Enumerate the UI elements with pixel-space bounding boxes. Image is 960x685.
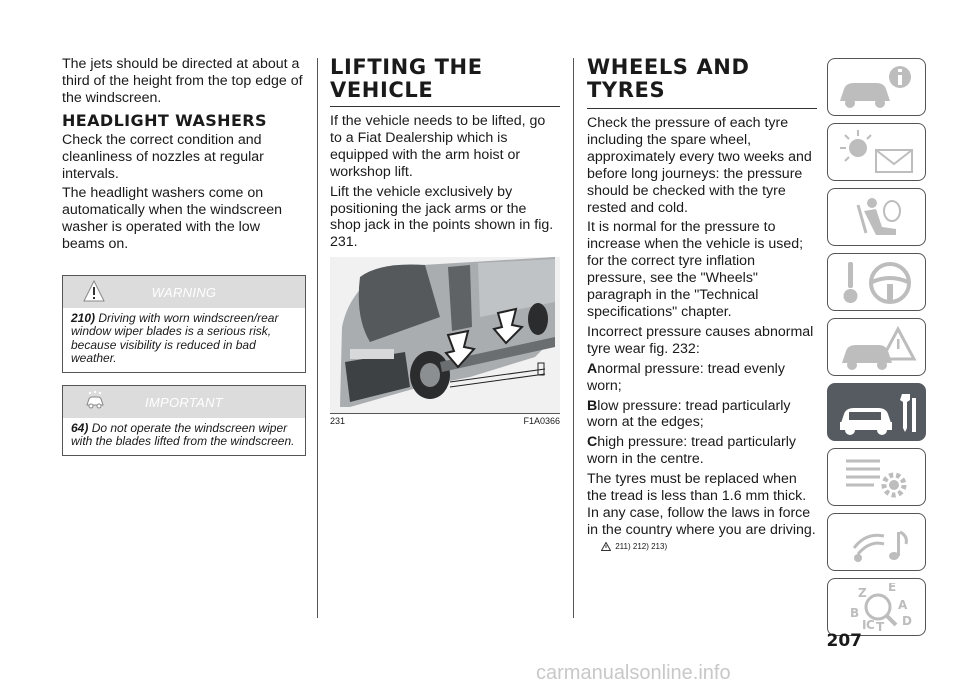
index-letter: I bbox=[862, 618, 867, 632]
nav-multimedia[interactable] bbox=[827, 513, 926, 571]
index-letter: D bbox=[902, 614, 912, 628]
headlight-p1: Check the correct condition and cleanliness of nozzles at regular intervals. bbox=[62, 131, 264, 182]
index-letter: A bbox=[898, 598, 908, 612]
lifting-p1: If the vehicle needs to be lifted, go to a Fiat Dealership which is equipped with the arm hoist or workshop lift. bbox=[330, 113, 546, 180]
warning-box bbox=[62, 275, 306, 373]
reference-codes: 211) 212) 213) bbox=[615, 541, 668, 551]
warning-code: 210) bbox=[71, 311, 96, 326]
important-title: IMPORTANT bbox=[144, 394, 224, 410]
item-a-text: normal pressure: tread evenly worn; bbox=[587, 360, 785, 394]
headlight-washers-heading: HEADLIGHT WASHERS bbox=[62, 110, 267, 130]
page-number: 207 bbox=[826, 631, 862, 651]
index-letter: E bbox=[888, 583, 897, 594]
airbag-seat-icon bbox=[836, 193, 920, 243]
nav-technical-specs[interactable] bbox=[827, 448, 926, 506]
tyres-item-c bbox=[587, 434, 817, 468]
nav-lights[interactable] bbox=[827, 123, 926, 181]
watermark-text: carmanualsonline.info bbox=[536, 662, 731, 684]
tyres-item-a bbox=[587, 361, 817, 395]
important-text: Do not operate the windscreen wiper with the blades lifted from the windscreen. bbox=[71, 420, 295, 449]
index-letter: Z bbox=[858, 586, 867, 600]
item-b-text: low pressure: tread particularly worn at the edges; bbox=[587, 397, 791, 431]
column-right bbox=[587, 56, 817, 551]
lifting-p2: Lift the vehicle exclusively by positioning the jack arms or the shop jack in the points shown in fig. 231. bbox=[330, 183, 554, 251]
intro-paragraph: The jets should be directed at about a third of the height from the top edge of the windscreen. bbox=[62, 56, 303, 106]
column-left bbox=[62, 56, 306, 456]
item-b-letter: B bbox=[587, 397, 598, 414]
headlight-p2: The headlight washers come on automatically when the windscreen washer is operated with the low beams on. bbox=[62, 185, 283, 253]
index-letter: C bbox=[866, 618, 875, 632]
item-a-letter: A bbox=[587, 360, 598, 377]
nav-index[interactable] bbox=[827, 578, 926, 636]
warning-header bbox=[63, 276, 305, 308]
car-wrench-icon bbox=[836, 388, 920, 438]
important-header bbox=[63, 386, 305, 418]
figure-231-van-image bbox=[330, 257, 560, 413]
warning-references bbox=[601, 542, 817, 551]
car-info-icon bbox=[836, 63, 920, 113]
tyres-p3: Incorrect pressure causes abnormal tyre wear fig. 232: bbox=[587, 323, 814, 357]
column-divider-2 bbox=[573, 58, 574, 618]
column-divider-1 bbox=[317, 58, 318, 618]
figure-code: F1A0366 bbox=[523, 416, 560, 427]
column-middle bbox=[330, 56, 560, 426]
item-c-letter: C bbox=[587, 434, 598, 451]
index-letter: B bbox=[850, 606, 860, 620]
nav-car-info[interactable] bbox=[827, 58, 926, 116]
tyres-p1: Check the pressure of each tyre including the spare wheel, approximately every two weeks and before long journeys: the pressure should be checked with the tyre rested and cold. bbox=[587, 115, 812, 216]
alphabet-index-icon bbox=[836, 583, 920, 633]
nav-safety[interactable] bbox=[827, 188, 926, 246]
chapter-navigation bbox=[827, 58, 928, 643]
nav-starting-driving[interactable] bbox=[827, 253, 926, 311]
warning-body bbox=[63, 308, 305, 372]
van-jack-points-illustration bbox=[330, 257, 560, 413]
lights-envelope-icon bbox=[836, 128, 920, 178]
warning-text: Driving with worn windscreen/rear window wiper blades is a serious risk, because visibility is reduced in bad weather. bbox=[71, 311, 279, 366]
tyres-p4: The tyres must be replaced when the tread is less than 1.6 mm thick. In any case, follow the laws in force in the country where you are driving. bbox=[587, 471, 816, 538]
nav-emergency[interactable] bbox=[827, 318, 926, 376]
tyres-p2: It is normal for the pressure to increase when the vehicle is used; for the correct tyre inflation pressure, see the "Wheels" paragraph in the "Technical specifications" chapter. bbox=[587, 219, 804, 320]
small-warning-icon bbox=[601, 542, 611, 551]
key-steering-wheel-icon bbox=[836, 258, 920, 308]
figure-caption bbox=[330, 413, 560, 426]
index-letter: T bbox=[876, 620, 885, 633]
important-body bbox=[63, 418, 305, 455]
important-code: 64) bbox=[71, 420, 89, 435]
lifting-vehicle-heading: LIFTING THE VEHICLE bbox=[330, 56, 560, 107]
nav-servicing-care[interactable] bbox=[827, 383, 926, 441]
specs-gear-icon bbox=[836, 453, 920, 503]
multimedia-icon bbox=[836, 518, 920, 568]
wheels-tyres-heading: WHEELS AND TYRES bbox=[587, 56, 817, 109]
item-c-text: high pressure: tread particularly worn in the centre. bbox=[587, 434, 796, 468]
important-box bbox=[62, 385, 306, 456]
tyres-item-b bbox=[587, 398, 817, 432]
car-warning-icon bbox=[836, 323, 920, 373]
figure-number: 231 bbox=[330, 416, 346, 427]
warning-title: WARNING bbox=[151, 285, 217, 301]
